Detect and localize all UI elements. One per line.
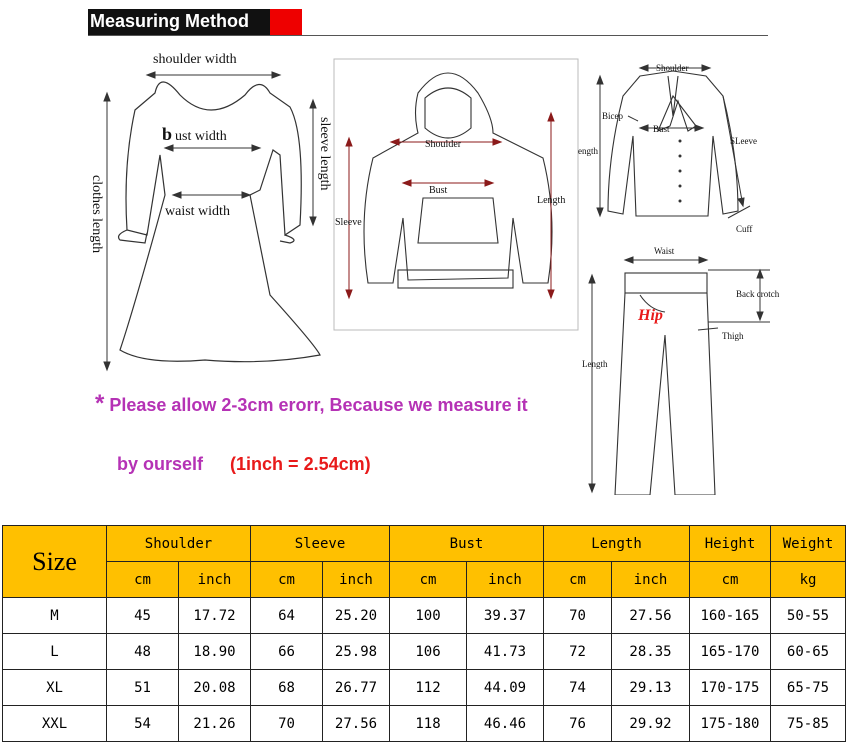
table-cell: 18.90 (179, 634, 251, 670)
pants-thigh-label: Thigh (722, 331, 744, 341)
table-cell: 26.77 (323, 670, 390, 706)
table-cell: XL (3, 670, 107, 706)
pants-waist-label: Waist (654, 246, 675, 256)
unit-cell: cm (107, 562, 179, 598)
table-cell: 74 (544, 670, 612, 706)
unit-cell: inch (179, 562, 251, 598)
table-cell: 72 (544, 634, 612, 670)
table-unit-row (3, 562, 846, 598)
header-weight: Weight (771, 526, 846, 562)
table-cell: XXL (3, 706, 107, 742)
table-row (3, 706, 846, 742)
table-cell: 160-165 (690, 598, 771, 634)
table-cell: 76 (544, 706, 612, 742)
blouse-sleeve-label: SLeeve (730, 136, 757, 146)
unit-cell: inch (612, 562, 690, 598)
note-conversion: (1inch = 2.54cm) (230, 454, 371, 474)
table-cell: 41.73 (467, 634, 544, 670)
unit-cell: inch (467, 562, 544, 598)
measure-note-line2 (117, 454, 371, 475)
blouse-shoulder-label: Shoulder (656, 63, 689, 73)
dress-waist-label: waist width (165, 204, 230, 219)
table-cell: 48 (107, 634, 179, 670)
table-cell: 70 (544, 598, 612, 634)
dress-clothes-label: clothes length (89, 175, 104, 254)
table-cell: 20.08 (179, 670, 251, 706)
unit-cell: kg (771, 562, 846, 598)
table-cell: 39.37 (467, 598, 544, 634)
table-cell: 50-55 (771, 598, 846, 634)
table-cell: 54 (107, 706, 179, 742)
hoodie-bust-label: Bust (429, 185, 448, 196)
unit-cell: cm (544, 562, 612, 598)
table-cell: 112 (390, 670, 467, 706)
unit-cell: cm (390, 562, 467, 598)
header-bust: Bust (390, 526, 544, 562)
table-cell: 25.20 (323, 598, 390, 634)
size-header: Size (3, 526, 107, 598)
table-cell: 28.35 (612, 634, 690, 670)
hoodie-length-label: Length (537, 195, 566, 206)
table-cell: 68 (251, 670, 323, 706)
table-cell: M (3, 598, 107, 634)
table-cell: 66 (251, 634, 323, 670)
table-cell: 65-75 (771, 670, 846, 706)
table-cell: 44.09 (467, 670, 544, 706)
table-row (3, 598, 846, 634)
dress-bust-initial: b (162, 124, 173, 144)
table-cell: 29.92 (612, 706, 690, 742)
blouse-bust-label: Bust (653, 124, 670, 134)
title-accent (270, 9, 302, 35)
table-cell: 118 (390, 706, 467, 742)
table-cell: 29.13 (612, 670, 690, 706)
table-cell: 25.98 (323, 634, 390, 670)
blouse-cuff-label: Cuff (736, 224, 753, 234)
title-divider (88, 35, 768, 36)
page-title: Measuring Method (90, 11, 250, 31)
table-cell: 106 (390, 634, 467, 670)
pants-diagram (580, 240, 790, 495)
table-cell: L (3, 634, 107, 670)
blouse-bicep-label: Bicep (602, 111, 623, 121)
table-cell: 60-65 (771, 634, 846, 670)
hoodie-diagram (333, 58, 581, 333)
pants-hip-label: Hip (638, 307, 663, 324)
table-cell: 175-180 (690, 706, 771, 742)
dress-shoulder-label: shoulder width (153, 52, 237, 67)
table-cell: 51 (107, 670, 179, 706)
measure-note-line1 (95, 390, 528, 418)
note-text-1: Please allow 2-3cm erorr, Because we measure it (109, 395, 528, 415)
table-row (3, 670, 846, 706)
pants-length-label: Length (582, 359, 608, 369)
table-cell: 27.56 (323, 706, 390, 742)
table-cell: 17.72 (179, 598, 251, 634)
hoodie-shoulder-label: Shoulder (425, 139, 462, 150)
note-text-2: by ourself (117, 454, 204, 474)
table-cell: 64 (251, 598, 323, 634)
blouse-diagram (578, 56, 768, 236)
table-cell: 45 (107, 598, 179, 634)
table-cell: 46.46 (467, 706, 544, 742)
note-asterisk: * (95, 390, 105, 417)
size-chart-table (2, 525, 846, 742)
table-cell: 70 (251, 706, 323, 742)
table-cell: 165-170 (690, 634, 771, 670)
unit-cell: cm (251, 562, 323, 598)
table-cell: 27.56 (612, 598, 690, 634)
header-sleeve: Sleeve (251, 526, 390, 562)
header-shoulder: Shoulder (107, 526, 251, 562)
dress-sleeve-label: sleeve length (317, 117, 332, 191)
unit-cell: inch (323, 562, 390, 598)
header-height: Height (690, 526, 771, 562)
table-row (3, 634, 846, 670)
table-cell: 21.26 (179, 706, 251, 742)
pants-back-crotch-label: Back crotch (736, 289, 780, 299)
dress-diagram (85, 45, 340, 375)
table-cell: 170-175 (690, 670, 771, 706)
title-bar (88, 9, 270, 35)
blouse-length-label: ength (578, 146, 598, 156)
unit-cell: cm (690, 562, 771, 598)
hoodie-sleeve-label: Sleeve (335, 217, 362, 228)
table-cell: 100 (390, 598, 467, 634)
dress-bust-label: ust width (175, 129, 227, 144)
table-header-row (3, 526, 846, 562)
header-length: Length (544, 526, 690, 562)
table-cell: 75-85 (771, 706, 846, 742)
